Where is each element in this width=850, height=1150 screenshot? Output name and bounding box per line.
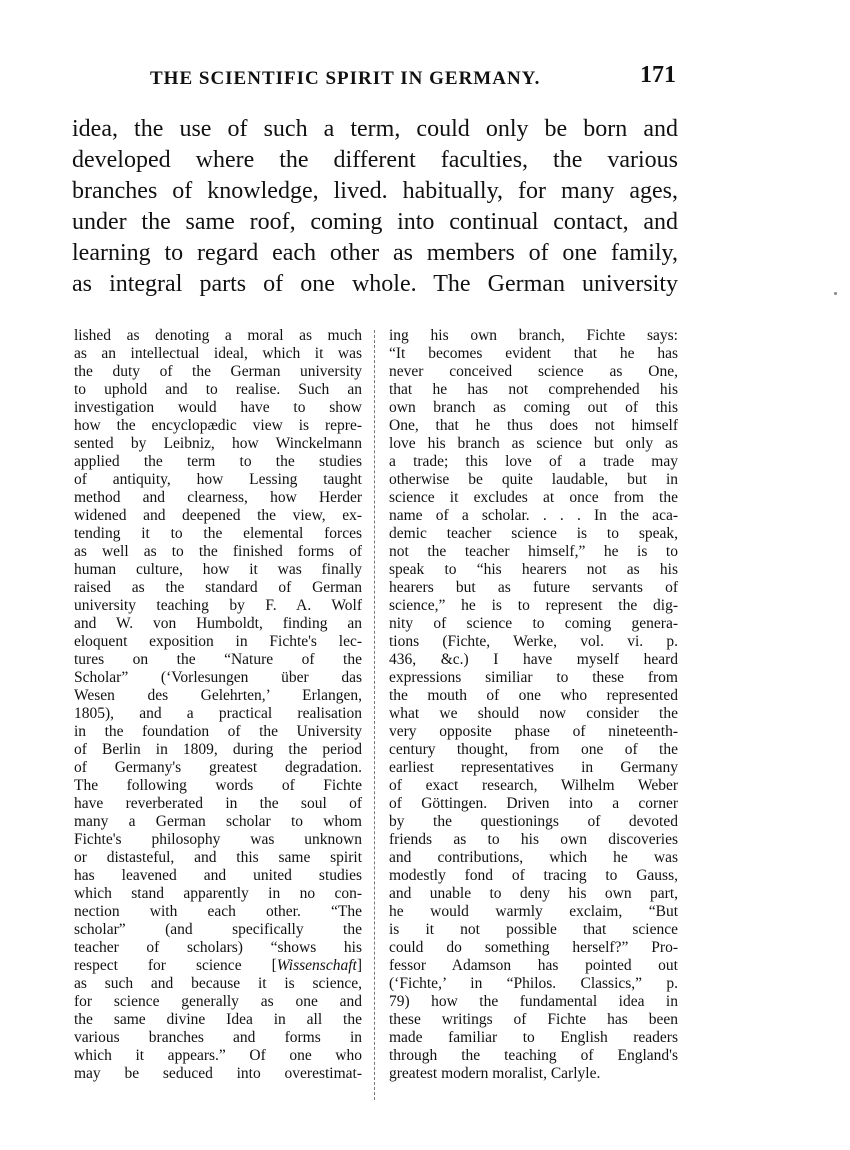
footnote-line: for science generally as one and [74, 993, 362, 1010]
footnote-line: One, that he thus does not himself [389, 417, 678, 434]
footnote-line: teacher of scholars) “shows his [74, 939, 362, 956]
footnote-line: speak to “his hearers not as his [389, 561, 678, 578]
footnote-line: “It becomes evident that he has [389, 345, 678, 362]
column-divider [374, 330, 375, 1100]
footnote-line: science,” he is to represent the dig- [389, 597, 678, 614]
footnote-line: the mouth of one who represented [389, 687, 678, 704]
main-text-line: under the same roof, coming into continual contact, and [72, 209, 678, 235]
footnote-left-column [74, 327, 362, 1083]
footnote-line: the same divine Idea in all the [74, 1011, 362, 1028]
footnote-line: that he has not comprehended his [389, 381, 678, 398]
footnote-line: as such and because it is science, [74, 975, 362, 992]
footnote-line: these writings of Fichte has been [389, 1011, 678, 1028]
page-number: 171 [640, 62, 676, 88]
footnote-line: tures on the “Nature of the [74, 651, 362, 668]
footnote-line: Scholar” (‘Vorlesungen über das [74, 669, 362, 686]
footnote-line: eloquent exposition in Fichte's lec- [74, 633, 362, 650]
footnote-line-text: respect for science [ [74, 957, 277, 974]
main-text-line: learning to regard each other as members of one family, [72, 240, 678, 266]
footnote-line: have reverberated in the soul of [74, 795, 362, 812]
footnote-line: and W. von Humboldt, finding an [74, 615, 362, 632]
footnote-line: various branches and forms in [74, 1029, 362, 1046]
footnote-line: very opposite phase of nineteenth- [389, 723, 678, 740]
main-text-line: developed where the different faculties, the various [72, 147, 678, 173]
footnote-line: many a German scholar to whom [74, 813, 362, 830]
footnote-line: modestly fond of tracing to Gauss, [389, 867, 678, 884]
footnote-line: (‘Fichte,’ in “Philos. Classics,” p. [389, 975, 678, 992]
footnote-line: hearers but as future servants of [389, 579, 678, 596]
running-title: THE SCIENTIFIC SPIRIT IN GERMANY. [150, 68, 541, 89]
footnote-line: 79) how the fundamental idea in [389, 993, 678, 1010]
footnote-line: as an intellectual ideal, which it was [74, 345, 362, 362]
footnote-line: tions (Fichte, Werke, vol. vi. p. [389, 633, 678, 650]
footnote-line: which it appears.” Of one who [74, 1047, 362, 1064]
footnote-line: otherwise be quite laudable, but in [389, 471, 678, 488]
footnote-line: has leavened and united studies [74, 867, 362, 884]
footnote-line: by the questionings of devoted [389, 813, 678, 830]
footnote-line-with-italic [74, 957, 362, 975]
footnote-line: Wesen des Gelehrten,’ Erlangen, [74, 687, 362, 704]
footnote-line: investigation would have to show [74, 399, 362, 416]
footnote-line: scholar” (and specifically the [74, 921, 362, 938]
footnote-line: nity of science to coming genera- [389, 615, 678, 632]
footnote-line: of Göttingen. Driven into a corner [389, 795, 678, 812]
footnote-line: love his branch as science but only as [389, 435, 678, 452]
footnote-line: lished as denoting a moral as much [74, 327, 362, 344]
footnote-line: may be seduced into overestimat- [74, 1065, 362, 1082]
footnote-line: earliest representatives in Germany [389, 759, 678, 776]
footnote-line: century thought, from one of the [389, 741, 678, 758]
footnote-line: 1805), and a practical realisation [74, 705, 362, 722]
footnote-line: nection with each other. “The [74, 903, 362, 920]
footnote-line: a trade; this love of a trade may [389, 453, 678, 470]
footnote-line: of exact research, Wilhelm Weber [389, 777, 678, 794]
footnote-line: raised as the standard of German [74, 579, 362, 596]
main-text-line: branches of knowledge, lived. habitually, for many ages, [72, 178, 678, 204]
footnote-line: made familiar to English readers [389, 1029, 678, 1046]
main-text-line: idea, the use of such a term, could only be born and [72, 116, 678, 142]
footnote-line: which stand apparently in no con- [74, 885, 362, 902]
footnote-line: sented by Leibniz, how Winckelmann [74, 435, 362, 452]
footnote-line: own branch as coming out of this [389, 399, 678, 416]
footnote-line: friends as to his own discoveries [389, 831, 678, 848]
footnote-line: not the teacher himself,” he is to [389, 543, 678, 560]
footnote-line: fessor Adamson has pointed out [389, 957, 678, 974]
footnote-line: he would warmly exclaim, “But [389, 903, 678, 920]
footnote-last-line: greatest modern moralist, Carlyle. [389, 1065, 601, 1082]
bracket-close: ] [356, 957, 362, 974]
footnote-line: human culture, how it was finally [74, 561, 362, 578]
footnote-right-column [389, 327, 678, 1083]
footnote-line: how the encyclopædic view is repre- [74, 417, 362, 434]
footnote-line: the duty of the German university [74, 363, 362, 380]
footnote-line: as well as to the finished forms of [74, 543, 362, 560]
footnote-line: to uphold and to realise. Such an [74, 381, 362, 398]
footnote-line: never conceived science as One, [389, 363, 678, 380]
footnote-line: method and clearness, how Herder [74, 489, 362, 506]
footnote-line: Fichte's philosophy was unknown [74, 831, 362, 848]
footnote-line: and unable to deny his own part, [389, 885, 678, 902]
footnote-line: demic teacher science is to speak, [389, 525, 678, 542]
footnote-line: 436, &c.) I have myself heard [389, 651, 678, 668]
footnote-line: The following words of Fichte [74, 777, 362, 794]
footnote-line: through the teaching of England's [389, 1047, 678, 1064]
footnote-line: applied the term to the studies [74, 453, 362, 470]
footnote-line: in the foundation of the University [74, 723, 362, 740]
footnote-line: name of a scholar. . . . In the aca- [389, 507, 678, 524]
footnote-line: ing his own branch, Fichte says: [389, 327, 678, 344]
footnote-line: could do something herself?” Pro- [389, 939, 678, 956]
footnote-line: tending it to the elemental forces [74, 525, 362, 542]
footnote-line: widened and deepened the view, ex- [74, 507, 362, 524]
footnote-line: of antiquity, how Lessing taught [74, 471, 362, 488]
footnote-line: what we should now consider the [389, 705, 678, 722]
footnote-line: expressions similiar to these from [389, 669, 678, 686]
footnote-line: university teaching by F. A. Wolf [74, 597, 362, 614]
main-text-line: as integral parts of one whole. The German university [72, 271, 678, 297]
footnote-line: and contributions, which he was [389, 849, 678, 866]
italic-term: Wissenschaft [276, 957, 357, 974]
footnote-line: of Berlin in 1809, during the period [74, 741, 362, 758]
footnote-line: or distasteful, and this same spirit [74, 849, 362, 866]
footnote-line: is it not possible that science [389, 921, 678, 938]
main-paragraph [72, 114, 678, 300]
footnote-line: science it excludes at once from the [389, 489, 678, 506]
footnote-line: of Germany's greatest degradation. [74, 759, 362, 776]
scan-speck [834, 292, 837, 295]
page-header [150, 60, 680, 100]
